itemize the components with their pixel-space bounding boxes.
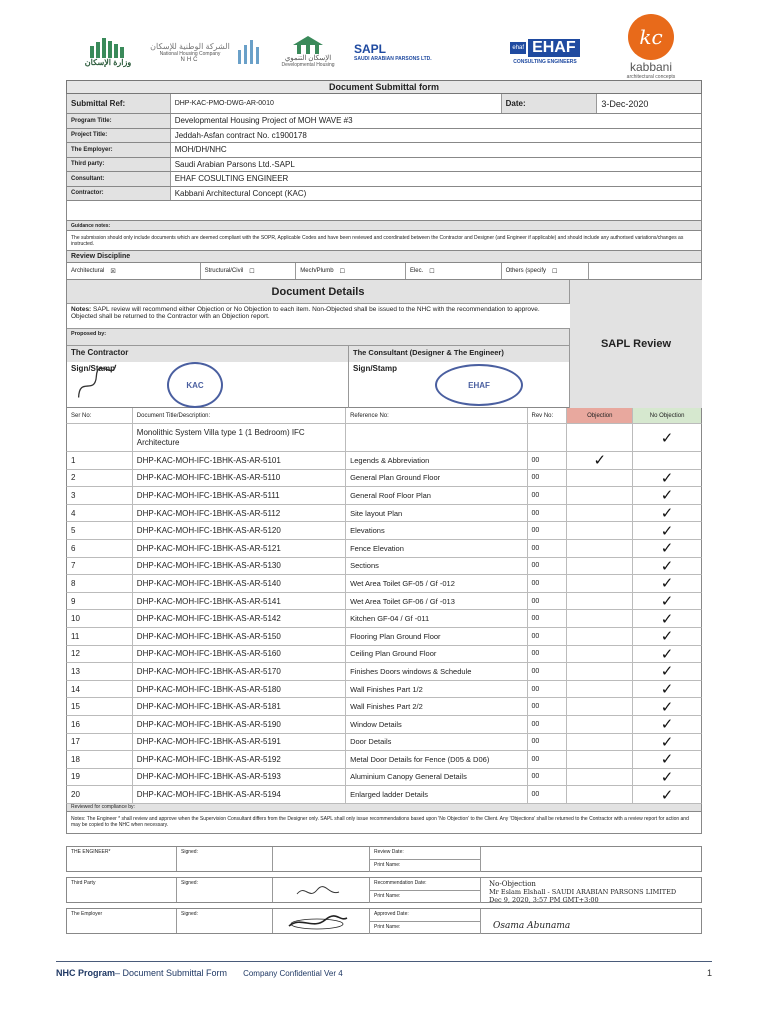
row-reference: Wall Finishes Part 1/2 — [346, 681, 527, 698]
kabbani-mark: kc — [639, 25, 663, 49]
ehaf-wordmark: EHAF — [528, 39, 580, 57]
sign-party: Third Party — [67, 878, 177, 902]
row-ser: 10 — [67, 610, 133, 627]
kabbani-logo — [616, 14, 686, 80]
discipline-option[interactable] — [67, 263, 201, 279]
col-obj-header: Objection — [567, 408, 633, 423]
row-doc-number: DHP-KAC-MOH-IFC-1BHK-AS-AR-5170 — [133, 663, 346, 680]
sign-date-label: Recommendation Date: — [369, 878, 481, 891]
row-ser: 6 — [67, 540, 133, 557]
sign-signed-label: Signed: — [177, 909, 273, 933]
row-rev: 00 — [528, 716, 568, 733]
row-ser: 16 — [67, 716, 133, 733]
nhc-bars-icon — [234, 32, 264, 72]
no-objection-tick-icon: ✓ — [660, 663, 674, 680]
discipline-checkbox-icon[interactable]: ☐ — [249, 268, 255, 275]
group-tick-icon: ✓ — [660, 429, 674, 447]
submittal-ref-label: Submittal Ref: — [67, 94, 171, 113]
ehaf-logo — [502, 32, 588, 72]
table-row — [66, 681, 702, 699]
sapl-wordmark: SAPL — [354, 42, 387, 56]
table-row — [66, 769, 702, 787]
sign-date-label: Review Date: — [369, 847, 481, 860]
row-rev: 00 — [528, 628, 568, 645]
row-rev: 00 — [528, 751, 568, 768]
discipline-label: Architectural — [71, 268, 105, 274]
discipline-label: Elec. — [409, 268, 424, 274]
row-rev: 00 — [528, 786, 568, 803]
no-objection-tick-icon: ✓ — [660, 469, 674, 487]
no-objection-tick-icon: ✓ — [660, 593, 674, 610]
sign-date-label: Approved Date: — [369, 909, 481, 922]
row-ser: 1 — [67, 452, 133, 469]
row-rev: 00 — [528, 610, 568, 627]
row-rev: 00 — [528, 593, 568, 610]
row-doc-number: DHP-KAC-MOH-IFC-1BHK-AS-AR-5111 — [133, 487, 346, 504]
project-field-row — [66, 129, 702, 144]
bottom-notes: Notes: The Engineer * shall review and approve when the Supervision Consultant differs from the Designer only. SAPL shall only issue recommendations based upon 'No Objection' to the Client. Any 'Objections' shall be returned to the Contractor with a review report for action and may be copied to the NHC when necessary. — [71, 816, 689, 829]
submittal-ref-row — [66, 94, 702, 114]
review-discipline-label: Review Discipline — [71, 253, 131, 260]
row-reference: Ceiling Plan Ground Floor — [346, 646, 527, 663]
kabbani-caption: architectural concepts — [626, 74, 676, 80]
contractor-stamp: KAC — [167, 362, 223, 408]
sapl-review-label: SAPL Review — [570, 280, 702, 408]
table-row — [66, 786, 702, 804]
kabbani-wordmark: kabbani — [629, 60, 673, 74]
moh-logo — [80, 32, 136, 72]
sign-party: The Employer — [67, 909, 177, 933]
guidance-text: The submission should only include documents which are deemed compliant with the SOPR, Applicable Codes and have been reviewed and coordinated between the Contractor and Designer (and Engineer if applicable) and should include any authorised variations/changes as instructed. — [71, 234, 684, 247]
row-ser: 14 — [67, 681, 133, 698]
footer-title: NHC Program — [56, 968, 116, 978]
no-objection-tick-icon: ✓ — [660, 610, 674, 627]
sign-date-value: No-Objection — [489, 879, 536, 888]
consultant-box — [349, 346, 570, 408]
row-doc-number: DHP-KAC-MOH-IFC-1BHK-AS-AR-5193 — [133, 769, 346, 786]
row-rev: 00 — [528, 698, 568, 715]
row-doc-number: DHP-KAC-MOH-IFC-1BHK-AS-AR-5130 — [133, 558, 346, 575]
project-field-row — [66, 172, 702, 187]
field-label: The Employer: — [67, 143, 171, 157]
row-doc-number: DHP-KAC-MOH-IFC-1BHK-AS-AR-5150 — [133, 628, 346, 645]
row-doc-number: DHP-KAC-MOH-IFC-1BHK-AS-AR-5190 — [133, 716, 346, 733]
row-doc-number: DHP-KAC-MOH-IFC-1BHK-AS-AR-5191 — [133, 734, 346, 751]
sign-name-value: Osama Abunama — [493, 920, 571, 931]
sapl-logo — [354, 32, 478, 72]
bottom-notes-row — [66, 812, 702, 834]
no-objection-tick-icon: ✓ — [660, 575, 674, 592]
row-reference: Enlarged ladder Details — [346, 786, 527, 803]
row-ser: 9 — [67, 593, 133, 610]
table-row — [66, 505, 702, 523]
row-doc-number: DHP-KAC-MOH-IFC-1BHK-AS-AR-5110 — [133, 470, 346, 487]
kabbani-mark-icon — [628, 14, 674, 60]
no-objection-tick-icon: ✓ — [660, 645, 674, 663]
dev-housing-arabic: الإسكان التنموي — [284, 55, 332, 62]
row-reference: Aluminium Canopy General Details — [346, 769, 527, 786]
no-objection-tick-icon: ✓ — [660, 487, 674, 504]
ehaf-caption: CONSULTING ENGINEERS — [513, 59, 577, 65]
sign-blocks — [66, 846, 702, 934]
col-noobj-header: No Objection — [633, 408, 701, 423]
discipline-label: Others (specify — [505, 268, 546, 274]
contractor-box — [67, 346, 349, 408]
discipline-checkbox-icon[interactable]: ☒ — [110, 268, 116, 275]
discipline-option[interactable] — [296, 263, 406, 279]
page-number: 1 — [706, 968, 712, 978]
row-reference: Legends & Abbreviation — [346, 452, 527, 469]
row-ser: 4 — [67, 505, 133, 522]
row-doc-number: DHP-KAC-MOH-IFC-1BHK-AS-AR-5181 — [133, 698, 346, 715]
reviewed-for-compliance: Reviewed for compliance by: — [71, 804, 135, 811]
row-reference: Flooring Plan Ground Floor — [346, 628, 527, 645]
project-field-row — [66, 143, 702, 158]
field-value: Saudi Arabian Parsons Ltd.-SAPL — [174, 159, 295, 169]
no-objection-tick-icon: ✓ — [660, 716, 674, 733]
row-rev: 00 — [528, 558, 568, 575]
no-objection-tick-icon: ✓ — [660, 681, 674, 698]
notes — [71, 306, 566, 320]
row-reference: Site layout Plan — [346, 505, 527, 522]
table-row — [66, 470, 702, 488]
sign-party: THE ENGINEER* — [67, 847, 177, 871]
submittal-ref-value: DHP-KAC-PMO-DWG-AR-0010 — [171, 94, 502, 113]
nhc-logo — [150, 32, 230, 72]
row-reference: Kitchen GF-04 / Gf -011 — [346, 610, 527, 627]
moh-skyline-icon — [86, 38, 130, 58]
row-doc-number: DHP-KAC-MOH-IFC-1BHK-AS-AR-5140 — [133, 575, 346, 592]
table-row — [66, 522, 702, 540]
row-rev: 00 — [528, 769, 568, 786]
row-ser: 12 — [67, 646, 133, 663]
proposed-by-label: Proposed by: — [67, 328, 570, 346]
discipline-option[interactable] — [502, 263, 590, 279]
no-objection-tick-icon: ✓ — [660, 540, 674, 557]
notes-text: SAPL review will recommend either Objection or No Objection to each item. Non-Objected shall be issued to the NHC with the recommendation to approve. Objected shall be returned to the Contractor with an Objection report. — [71, 306, 540, 320]
row-doc-number: DHP-KAC-MOH-IFC-1BHK-AS-AR-5120 — [133, 522, 346, 539]
field-value: MOH/DH/NHC — [174, 145, 227, 155]
no-objection-tick-icon: ✓ — [660, 768, 674, 786]
table-row — [66, 452, 702, 470]
no-objection-tick-icon: ✓ — [660, 786, 674, 803]
sign-name-label: Print Name: — [369, 860, 481, 872]
consultant-stamp: EHAF — [435, 364, 523, 406]
field-value: Developmental Housing Project of MOH WAVE #3 — [174, 116, 353, 126]
group-row — [66, 424, 702, 452]
row-ser: 17 — [67, 734, 133, 751]
row-reference: Finishes Doors windows & Schedule — [346, 663, 527, 680]
guidance-label: Guidance notes: — [71, 222, 111, 229]
consultant-label: The Consultant (Designer & The Engineer) — [349, 346, 569, 362]
row-ser: 3 — [67, 487, 133, 504]
row-rev: 00 — [528, 540, 568, 557]
project-field-row — [66, 187, 702, 202]
row-reference: Fence Elevation — [346, 540, 527, 557]
row-ser: 19 — [67, 769, 133, 786]
field-value: Kabbani Architectural Concept (KAC) — [174, 188, 307, 198]
discipline-checkbox-icon[interactable]: ☐ — [339, 268, 346, 275]
ehaf-prefix: ehaf — [510, 42, 526, 54]
guidance-text-row — [66, 231, 702, 251]
table-row — [66, 540, 702, 558]
discipline-label: Mech/Plumb — [300, 268, 334, 274]
sign-signed-label: Signed: — [177, 847, 273, 871]
discipline-checkbox-icon[interactable]: ☐ — [429, 268, 435, 275]
row-ser: 7 — [67, 558, 133, 575]
row-rev: 00 — [528, 522, 568, 539]
row-reference: Door Details — [346, 734, 527, 751]
footer-subtitle: – Document Submittal Form — [115, 968, 228, 978]
field-value: EHAF COSULTING ENGINEER — [174, 174, 289, 184]
col-title-header: Document Title/Description: — [133, 408, 346, 423]
nhc-arabic: الشركة الوطنية للإسكان — [150, 41, 230, 51]
reviewed-row — [66, 804, 702, 812]
row-doc-number: DHP-KAC-MOH-IFC-1BHK-AS-AR-5141 — [133, 593, 346, 610]
dev-housing-logo — [276, 32, 340, 72]
dev-housing-english: Developmental Housing — [281, 62, 335, 68]
sign-name-label: Print Name: — [369, 922, 481, 934]
no-objection-tick-icon: ✓ — [660, 557, 674, 575]
no-objection-tick-icon: ✓ — [660, 505, 674, 522]
row-ser: 2 — [67, 470, 133, 487]
date-label: Date: — [502, 94, 598, 113]
sign-block — [66, 908, 702, 934]
col-ser-header: Ser No: — [67, 408, 133, 423]
table-row — [66, 558, 702, 576]
nhc-short: NHC — [180, 56, 200, 63]
row-reference: Sections — [346, 558, 527, 575]
project-field-row — [66, 158, 702, 173]
no-objection-tick-icon: ✓ — [660, 522, 674, 539]
no-objection-tick-icon: ✓ — [660, 733, 674, 751]
notes-label: Notes: — [71, 306, 92, 313]
row-ser: 11 — [67, 628, 133, 645]
row-doc-number: DHP-KAC-MOH-IFC-1BHK-AS-AR-5194 — [133, 786, 346, 803]
document-details-title: Document Details — [67, 280, 570, 304]
contractor-label: The Contractor — [67, 346, 348, 362]
field-label: Program Title: — [67, 114, 171, 128]
field-label: Contractor: — [67, 187, 171, 201]
row-doc-number: DHP-KAC-MOH-IFC-1BHK-AS-AR-5160 — [133, 646, 346, 663]
table-row — [66, 575, 702, 593]
objection-tick-icon: ✓ — [593, 452, 607, 469]
dev-housing-icon — [293, 36, 323, 54]
row-reference: Wet Area Toilet GF-06 / Gf -013 — [346, 593, 527, 610]
row-doc-number: DHP-KAC-MOH-IFC-1BHK-AS-AR-5101 — [133, 452, 346, 469]
row-reference: General Roof Floor Plan — [346, 487, 527, 504]
document-rows — [66, 452, 702, 804]
row-ser: 13 — [67, 663, 133, 680]
row-rev: 00 — [528, 663, 568, 680]
row-ser: 20 — [67, 786, 133, 803]
sapl-full: SAUDI ARABIAN PARSONS LTD. — [354, 56, 432, 62]
sign-block — [66, 877, 702, 903]
moh-caption: وزارة الإسكان — [84, 57, 132, 67]
row-rev: 00 — [528, 575, 568, 592]
table-row — [66, 610, 702, 628]
row-reference: Window Details — [346, 716, 527, 733]
project-fields — [66, 114, 702, 201]
spacer-row — [66, 201, 702, 221]
table-row — [66, 593, 702, 611]
date-value: 3-Dec-2020 — [601, 98, 649, 109]
table-row — [66, 751, 702, 769]
field-value: Jeddah-Asfan contract No. c1900178 — [174, 130, 307, 140]
page-footer — [56, 968, 712, 978]
row-reference: Wet Area Toilet GF-05 / Gf -012 — [346, 575, 527, 592]
row-rev: 00 — [528, 505, 568, 522]
field-label: Third party: — [67, 158, 171, 172]
row-rev: 00 — [528, 452, 568, 469]
project-field-row — [66, 114, 702, 129]
footer-rule — [56, 961, 712, 962]
row-reference: Elevations — [346, 522, 527, 539]
row-doc-number: DHP-KAC-MOH-IFC-1BHK-AS-AR-5192 — [133, 751, 346, 768]
disciplines-row — [66, 263, 702, 280]
table-row — [66, 487, 702, 505]
row-ser: 15 — [67, 698, 133, 715]
document-details-block — [66, 280, 702, 408]
row-doc-number: DHP-KAC-MOH-IFC-1BHK-AS-AR-5142 — [133, 610, 346, 627]
logo-bar — [0, 0, 768, 82]
footer-confidential: Company Confidential Ver 4 — [243, 968, 343, 978]
submittal-form — [66, 80, 702, 939]
row-doc-number: DHP-KAC-MOH-IFC-1BHK-AS-AR-5121 — [133, 540, 346, 557]
row-ser: 5 — [67, 522, 133, 539]
sign-signed-label: Signed: — [177, 878, 273, 902]
form-title: Document Submittal form — [66, 80, 702, 94]
consultant-sign-label: Sign/Stamp — [353, 364, 398, 373]
sign-name-value: Mr Eslam Elshall - SAUDI ARABIAN PARSONS LIMITED — [489, 887, 677, 896]
row-rev: 00 — [528, 470, 568, 487]
row-rev: 00 — [528, 734, 568, 751]
guidance-label-row — [66, 221, 702, 231]
row-rev: 00 — [528, 646, 568, 663]
table-row — [66, 663, 702, 681]
col-rev-header: Rev No: — [528, 408, 568, 423]
row-ser: 8 — [67, 575, 133, 592]
row-ser: 18 — [67, 751, 133, 768]
sign-name-label: Print Name: — [369, 891, 481, 903]
field-label: Project Title: — [67, 129, 171, 143]
row-reference: Metal Door Details for Fence (D05 & D06) — [346, 751, 527, 768]
sign-block — [66, 846, 702, 872]
col-ref-header: Reference No: — [346, 408, 527, 423]
review-discipline-row — [66, 251, 702, 263]
field-label: Consultant: — [67, 172, 171, 186]
no-objection-tick-icon: ✓ — [660, 628, 674, 645]
discipline-checkbox-icon[interactable]: ☐ — [552, 268, 558, 275]
contractor-sign-label: Sign/Stamp — [71, 364, 116, 373]
discipline-option[interactable] — [406, 263, 502, 279]
discipline-option[interactable] — [201, 263, 297, 279]
row-reference: Wall Finishes Part 2/2 — [346, 698, 527, 715]
discipline-label: Structural/Civil — [204, 268, 244, 274]
discipline-blank — [589, 263, 701, 279]
no-objection-tick-icon: ✓ — [660, 698, 674, 715]
no-objection-tick-icon: ✓ — [660, 751, 674, 768]
table-header — [66, 408, 702, 424]
table-row — [66, 646, 702, 664]
sign-stamp-value: Dec 9, 2020, 3:57 PM GMT+3:00 — [489, 895, 599, 904]
table-row — [66, 716, 702, 734]
table-row — [66, 734, 702, 752]
employer-signature — [287, 912, 349, 932]
row-doc-number: DHP-KAC-MOH-IFC-1BHK-AS-AR-5112 — [133, 505, 346, 522]
table-row — [66, 628, 702, 646]
third-party-signature — [293, 882, 343, 900]
group-title: Monolithic System Villa type 1 (1 Bedroom) IFC Architecture — [133, 424, 346, 451]
row-doc-number: DHP-KAC-MOH-IFC-1BHK-AS-AR-5180 — [133, 681, 346, 698]
row-rev: 00 — [528, 681, 568, 698]
row-rev: 00 — [528, 487, 568, 504]
row-reference: General Plan Ground Floor — [346, 470, 527, 487]
table-row — [66, 698, 702, 716]
nhc-english: National Housing Company — [159, 50, 221, 57]
